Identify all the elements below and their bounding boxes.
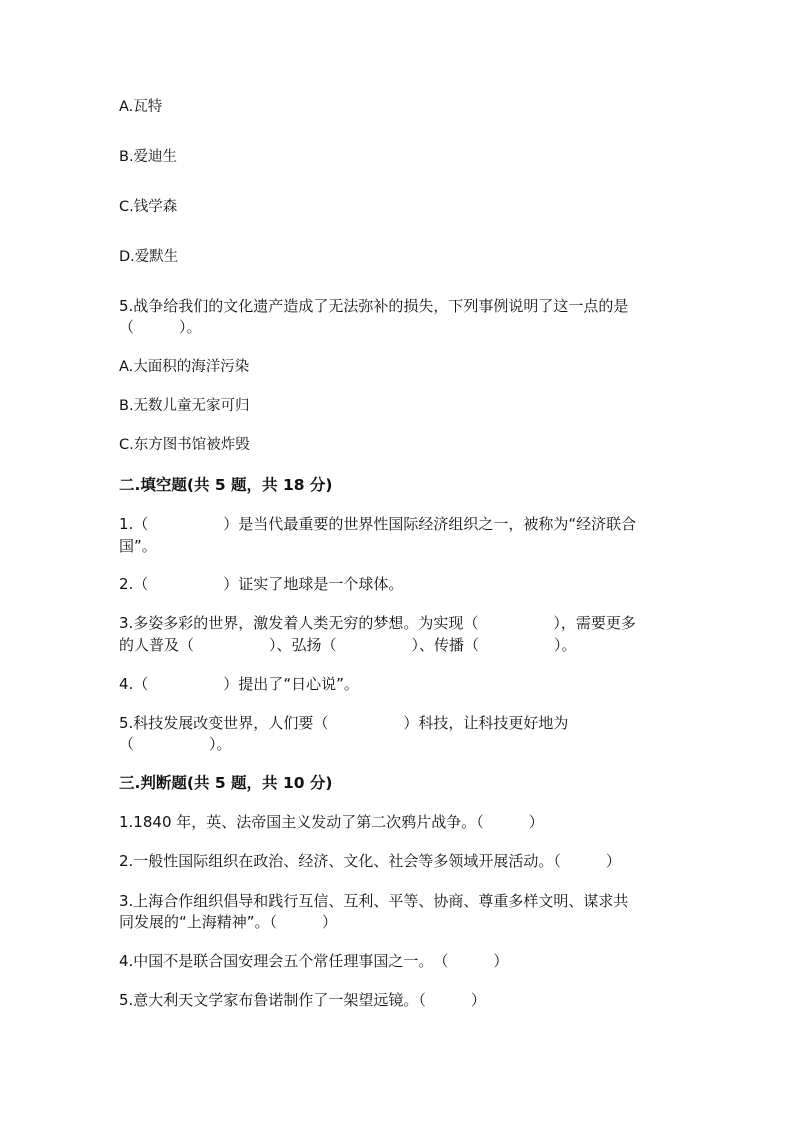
option-b: B.爱迪生 bbox=[119, 149, 178, 165]
fill-question-5-line-2: （ ）。 bbox=[119, 735, 232, 753]
fill-question-5-line-1: 5.科技发展改变世界，人们要（ ）科技，让科技更好地为 bbox=[119, 714, 569, 732]
tf-question-5: 5.意大利天文学家布鲁诺制作了一架望远镜。（ ） bbox=[119, 991, 486, 1009]
fill-question-3-line-1: 3.多姿多彩的世界，激发着人类无穷的梦想。为实现（ ），需要更多 bbox=[119, 614, 636, 632]
q5-option-c: C.东方图书馆被炸毁 bbox=[119, 437, 250, 453]
option-a: A.瓦特 bbox=[119, 99, 163, 115]
section-title-true-false: 三.判断题(共 5 题，共 10 分) bbox=[119, 774, 333, 792]
tf-question-3-line-1: 3.上海合作组织倡导和践行互信、互利、平等、协商、尊重多样文明、谋求共 bbox=[119, 892, 629, 910]
fill-question-1-line-2: 国”。 bbox=[119, 537, 157, 555]
q5-option-b: B.无数儿童无家可归 bbox=[119, 398, 250, 414]
q5-option-a: A.大面积的海洋污染 bbox=[119, 359, 250, 375]
fill-question-4: 4.（ ）提出了“日心说”。 bbox=[119, 675, 359, 693]
question-5-line-1: 5.战争给我们的文化遗产造成了无法弥补的损失，下列事例说明了这一点的是 bbox=[119, 297, 629, 315]
section-title-fill-blank: 二.填空题(共 5 题，共 18 分) bbox=[119, 476, 333, 494]
tf-question-4: 4.中国不是联合国安理会五个常任理事国之一。 （ ） bbox=[119, 952, 509, 970]
fill-question-3-line-2: 的人普及（ ）、弘扬（ ）、传播（ ）。 bbox=[119, 636, 577, 654]
option-c: C.钱学森 bbox=[119, 199, 178, 215]
tf-question-1: 1.1840 年，英、法帝国主义发动了第二次鸦片战争。（ ） bbox=[119, 813, 544, 831]
fill-question-2: 2.（ ）证实了地球是一个球体。 bbox=[119, 575, 404, 593]
question-5-line-2: （ ）。 bbox=[119, 318, 202, 336]
fill-question-1-line-1: 1.（ ）是当代最重要的世界性国际经济组织之一，被称为“经济联合 bbox=[119, 515, 637, 533]
tf-question-3-line-2: 同发展的“上海精神”。（ ） bbox=[119, 913, 338, 931]
tf-question-2: 2.一般性国际组织在政治、经济、文化、社会等多领域开展活动。（ ） bbox=[119, 852, 621, 870]
option-d: D.爱默生 bbox=[119, 249, 179, 265]
